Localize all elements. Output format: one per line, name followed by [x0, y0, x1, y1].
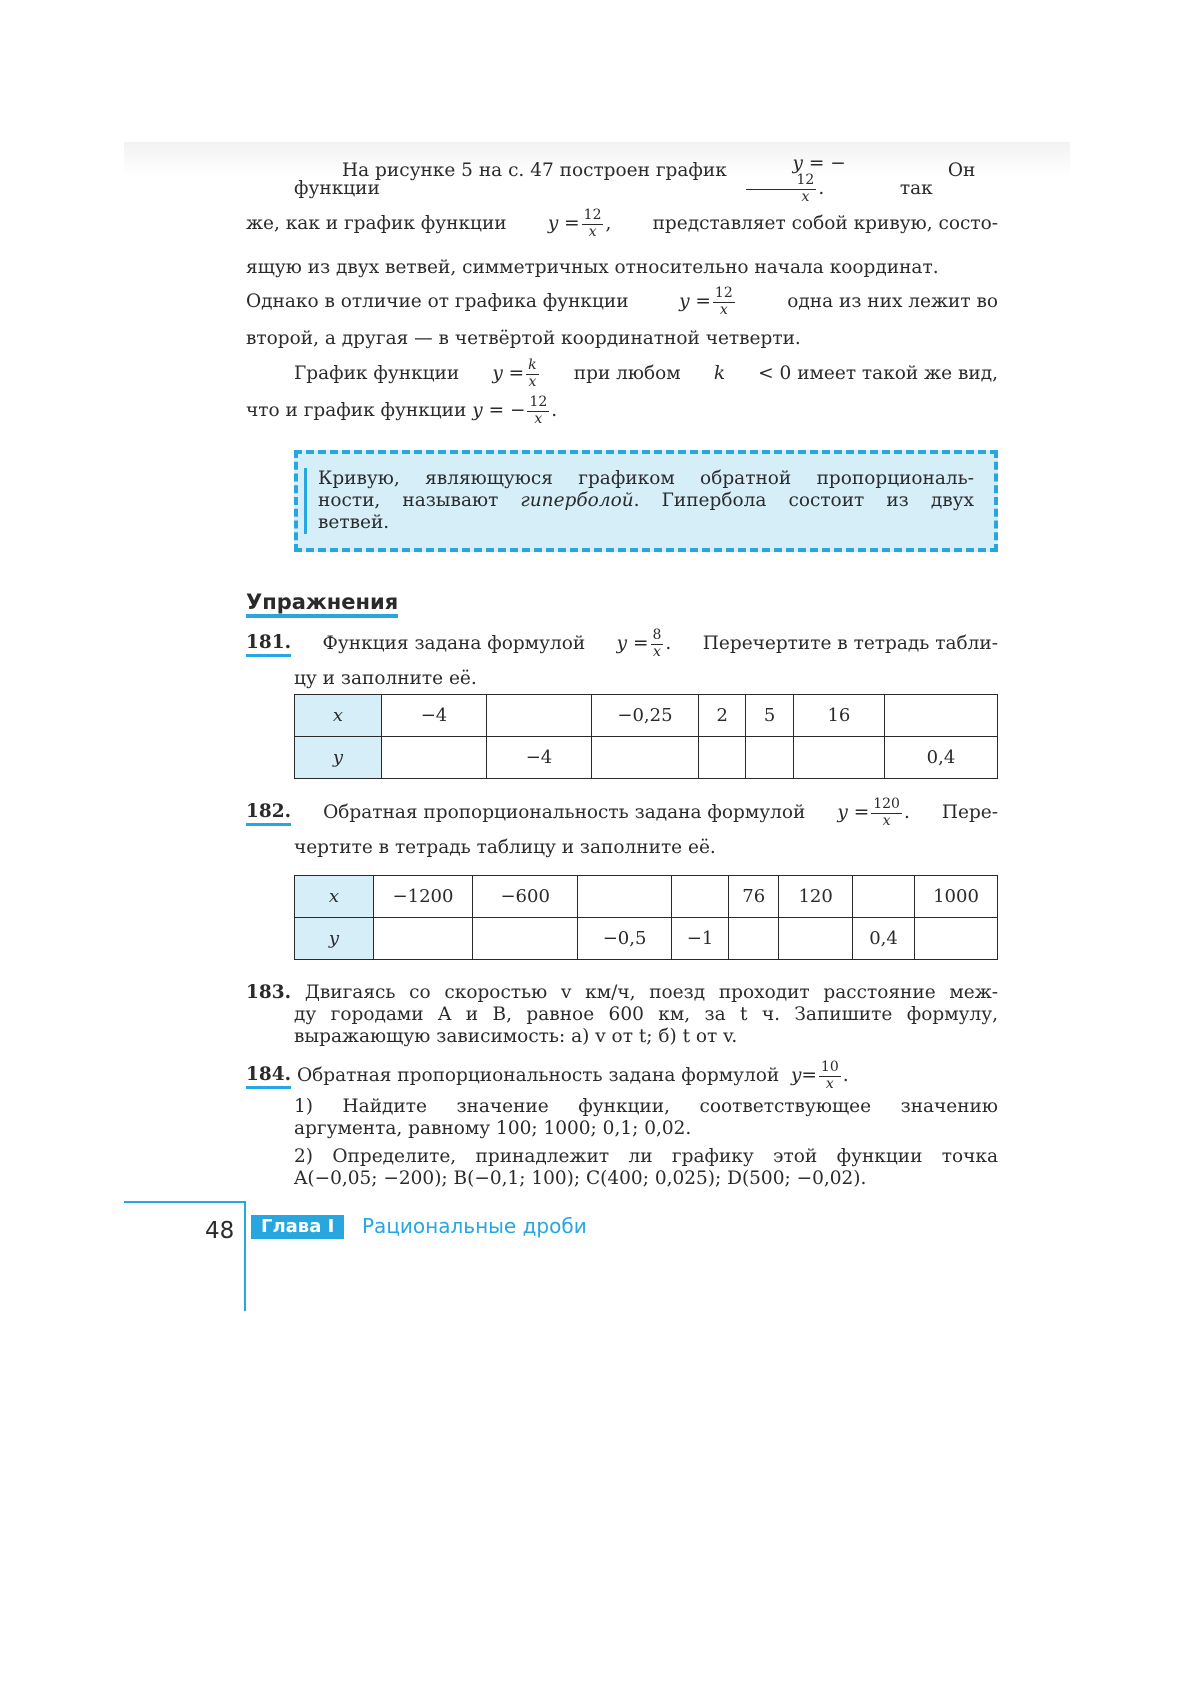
fraction-numerator: 12 [529, 394, 548, 411]
intro-text: < 0 имеет такой же вид, [758, 362, 998, 384]
exercise-182-cont: чертите в тетрадь таблицу и заполните её. [294, 837, 716, 858]
punct: . [842, 1065, 849, 1086]
formula-lhs: y = − [792, 152, 846, 174]
intro-text: Он так [899, 159, 976, 199]
definition-term: гиперболой [520, 490, 634, 511]
definition-text-part: . Гипербола состоит из двух [633, 490, 974, 511]
fraction-denominator: x [825, 1075, 834, 1092]
table-cell: −4 [486, 737, 591, 779]
formula [744, 152, 899, 205]
fraction-denominator: x [882, 812, 891, 829]
exercise-text: Пере- [941, 801, 998, 823]
table-cell [915, 918, 998, 960]
section-title: Упражнения [246, 590, 398, 618]
formula-lhs: y = [837, 802, 870, 823]
fraction [819, 1060, 841, 1092]
table-cell: 5 [746, 695, 793, 737]
exercise-number: 181. [246, 632, 291, 657]
fraction [871, 797, 902, 829]
exercise-184-item-1a: 1) Найдите значение функции, соответствующее значению [294, 1096, 998, 1117]
fraction-denominator: x [653, 643, 661, 660]
table-cell [591, 737, 698, 779]
table-cell [578, 876, 671, 918]
punct: . [818, 178, 825, 200]
intro-line-5 [246, 322, 998, 356]
fraction-numerator: 8 [652, 627, 662, 644]
punct: . [551, 400, 558, 421]
chapter-badge: Глава I [251, 1215, 344, 1239]
formula [548, 208, 612, 240]
table-cell: −600 [473, 876, 578, 918]
punct: . [903, 802, 910, 823]
table-cell: 0,4 [853, 918, 915, 960]
inline-var: k [713, 362, 726, 384]
intro-text: же, как и график функции [246, 212, 507, 234]
table-row-y [295, 737, 998, 779]
formula-lhs: y = [547, 213, 580, 234]
intro-line-4 [246, 282, 998, 322]
definition-box [294, 450, 998, 552]
table-cell [746, 737, 793, 779]
table-cell: 120 [779, 876, 853, 918]
definition-text [304, 468, 974, 534]
fraction [582, 208, 604, 240]
fraction-numerator: 120 [873, 796, 900, 813]
table-cell [473, 918, 578, 960]
table-cell [671, 876, 729, 918]
intro-text: представляет собой кривую, состо- [652, 212, 998, 234]
fraction-denominator: x [719, 301, 728, 318]
punct: . [665, 633, 672, 654]
table-cell: 16 [793, 695, 884, 737]
exercise-number: 183. [246, 982, 292, 1003]
intro-text: при любом [573, 362, 681, 384]
table-row-y [295, 918, 998, 960]
table-cell: x [295, 695, 382, 737]
chapter-title: Рациональные дроби [362, 1214, 587, 1238]
formula [492, 358, 540, 390]
para2-line-2 [246, 392, 998, 430]
intro-text: второй, а другая — в четвёртой координатной четверти. [246, 327, 801, 349]
intro-text: Однако в отличие от графика функции [246, 290, 629, 312]
formula-lhs: y = − [472, 400, 526, 421]
table-cell [853, 876, 915, 918]
formula-lhs: y= [790, 1065, 817, 1086]
formula-lhs: y = [492, 363, 525, 384]
intro-line-2 [246, 204, 998, 244]
exercise-184-items [246, 1096, 998, 1190]
exercise-number: 184. [246, 1064, 291, 1089]
table-cell: −1200 [374, 876, 473, 918]
table-cell [729, 918, 779, 960]
exercise-text: Обратная пропорциональность задана формулой [323, 801, 806, 823]
table-cell: y [295, 737, 382, 779]
page-number: 48 [205, 1218, 235, 1244]
fraction [526, 358, 538, 390]
exercise-text: Обратная пропорциональность задана формулой [296, 1064, 780, 1086]
para2-line-1 [246, 356, 998, 392]
exercise-184 [246, 1056, 998, 1096]
exercise-text: Перечертите в тетрадь табли- [702, 632, 998, 654]
fraction [746, 173, 816, 205]
fraction-numerator: k [528, 357, 537, 374]
table-cell: y [295, 918, 374, 960]
table-cell [486, 695, 591, 737]
table-cell [382, 737, 487, 779]
intro-text: ящую из двух ветвей, симметричных относительно начала координат. [246, 256, 939, 278]
exercise-184-item-1b: аргумента, равному 100; 1000; 0,1; 0,02. [294, 1118, 692, 1139]
fraction-numerator: 10 [820, 1059, 839, 1076]
table-cell [374, 918, 473, 960]
table-cell [698, 737, 745, 779]
formula [472, 395, 557, 427]
fraction [651, 628, 664, 660]
table-182 [294, 875, 998, 960]
table-cell: 0,4 [884, 737, 997, 779]
exercise-number: 182. [246, 801, 291, 826]
intro-line-1 [246, 152, 998, 205]
table-cell: 76 [729, 876, 779, 918]
exercise-184-item-2a: 2) Определите, принадлежит ли графику этой функции точка [294, 1146, 998, 1167]
exercise-181-cont: цу и заполните её. [294, 668, 477, 689]
table-cell: −0,25 [591, 695, 698, 737]
punct: , [605, 213, 612, 234]
definition-line-3: ветвей. [318, 512, 390, 533]
exercise-184-item-2b: A(−0,05; −200); B(−0,1; 100); C(400; 0,025); D(500; −0,02). [294, 1168, 867, 1189]
exercise-181 [246, 624, 998, 664]
exercise-183-line-2: ду городами A и B, равное 600 км, за t ч. Запишите формулу, [294, 1004, 998, 1025]
fraction-denominator: x [534, 410, 543, 427]
exercise-183-line-3: выражающую зависимость: а) v от t; б) t от v. [294, 1026, 738, 1047]
fraction [713, 286, 735, 318]
exercise-182 [246, 793, 998, 833]
intro-text: что и график функции [246, 399, 467, 421]
fraction-numerator: 12 [583, 207, 602, 224]
formula [791, 1060, 849, 1092]
intro-text: График функции [294, 362, 460, 384]
table-cell: −0,5 [578, 918, 671, 960]
page-content [246, 152, 998, 1190]
fraction-denominator: x [528, 373, 537, 390]
intro-text: одна из них лежит во [787, 290, 998, 312]
fraction-denominator: x [801, 188, 810, 205]
intro-text: На рисунке 5 на с. 47 построен график функции [294, 159, 727, 199]
formula-lhs: y = [616, 633, 649, 654]
definition-text-part: ности, называют [318, 490, 499, 511]
table-cell: −1 [671, 918, 729, 960]
footer-vertical-rule [244, 1201, 246, 1311]
table-181 [294, 694, 998, 779]
table-cell [884, 695, 997, 737]
exercise-text: Двигаясь со скоростью v км/ч, поезд проходит расстояние меж- [304, 982, 998, 1003]
formula-lhs: y = [679, 291, 711, 312]
exercise-text: Функция задана формулой [322, 632, 586, 654]
table-cell: x [295, 876, 374, 918]
fraction-numerator: 12 [746, 173, 816, 189]
fraction-numerator: 12 [714, 285, 733, 302]
fraction-denominator: x [588, 223, 597, 240]
table-cell: 1000 [915, 876, 998, 918]
formula [679, 286, 737, 318]
formula [837, 797, 909, 829]
table-row-x [295, 695, 998, 737]
formula [617, 628, 672, 660]
table-cell: 2 [698, 695, 745, 737]
fraction [527, 395, 549, 427]
definition-line-2 [318, 490, 974, 512]
exercise-183-line-1 [246, 982, 998, 1004]
table-cell: −4 [382, 695, 487, 737]
exercise-183 [246, 982, 998, 1048]
table-cell [793, 737, 884, 779]
table-cell [779, 918, 853, 960]
definition-line-1: Кривую, являющуюся графиком обратной пропорциональ- [318, 468, 974, 489]
footer-divider [124, 1201, 246, 1203]
table-row-x [295, 876, 998, 918]
